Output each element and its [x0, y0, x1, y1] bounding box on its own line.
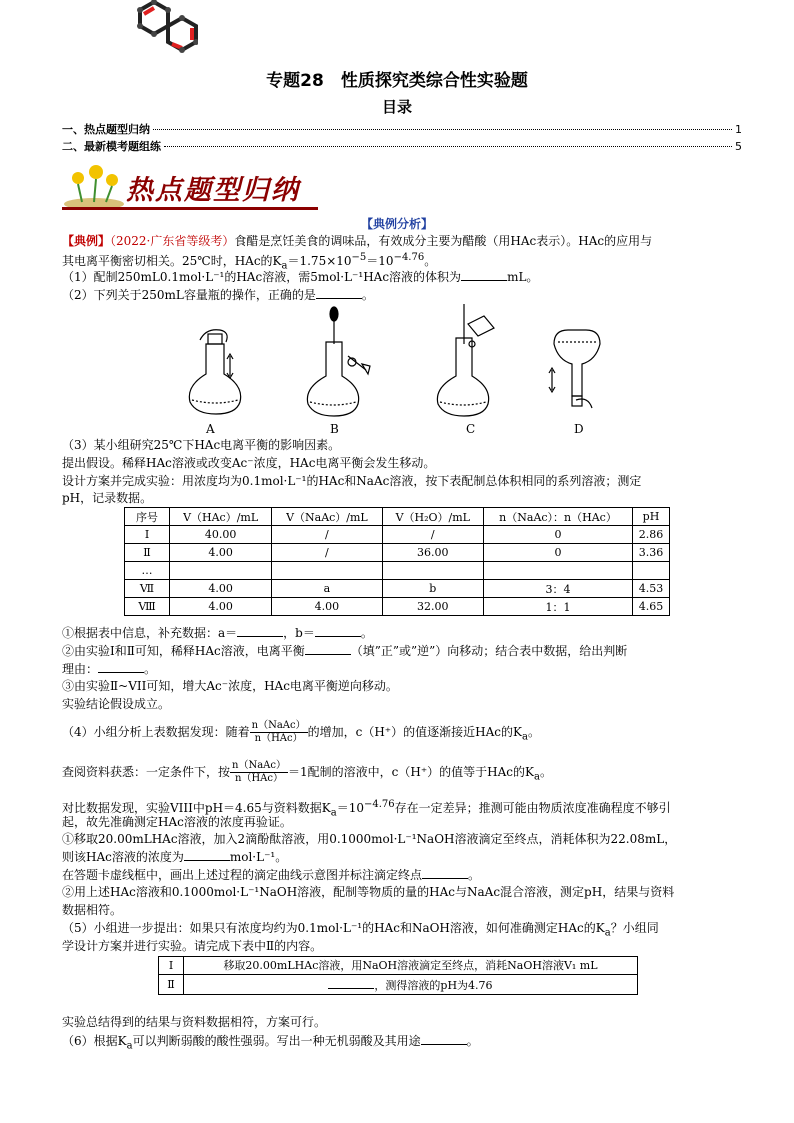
text: 理由：	[62, 662, 99, 676]
table-header: V（H₂O）/mL	[382, 508, 483, 526]
question-2	[62, 286, 374, 303]
table-header-row	[125, 508, 670, 526]
answer-blank[interactable]	[461, 268, 507, 281]
table-cell: Ⅰ	[159, 957, 184, 975]
table-cell: /	[272, 526, 382, 544]
question-4-concentration	[62, 848, 287, 865]
table-header: n（NaAc）：n（HAc）	[484, 508, 633, 526]
figure-label-a: A	[206, 422, 215, 436]
table-cell	[272, 562, 382, 580]
question-4-curve	[62, 866, 480, 883]
answer-blank[interactable]	[184, 848, 230, 861]
table-cell: 移取20.00mLHAc溶液，用NaOH溶液滴定至终点，消耗NaOH溶液V₁ mL	[184, 957, 638, 975]
table-cell: 4.00	[170, 580, 272, 598]
answer-blank[interactable]	[237, 624, 283, 637]
text: 存在一定差异；推测可能由物质浓度准确程度不够引	[394, 801, 671, 815]
table-cell: 3.36	[633, 544, 670, 562]
toc-leader	[153, 129, 732, 130]
question-1	[62, 268, 538, 285]
text: a	[533, 771, 540, 783]
table-cell: a	[272, 580, 382, 598]
text: mL。	[507, 270, 539, 284]
table-header: V（NaAc）/mL	[272, 508, 382, 526]
table-cell	[633, 562, 670, 580]
toc-label: 二、最新模考题组练	[62, 140, 161, 153]
fraction-numerator: n（NaAc）	[232, 760, 286, 771]
text: （填”正”或”逆”）向移动；结合表中数据，给出判断	[350, 644, 628, 658]
question-4-compare-2: 起，故先准确测定HAc溶液的浓度再验证。	[62, 815, 292, 829]
toc-heading: 目录	[381, 98, 412, 116]
table-row	[159, 957, 638, 975]
text: 可以判断弱酸的酸性强弱。写出一种无机弱酸及其用途	[132, 1034, 421, 1048]
sub-question-2-reason	[62, 660, 156, 677]
section-heading-analysis: 【典例分析】	[360, 217, 433, 231]
text: （6）根据K	[62, 1034, 127, 1048]
fraction-denominator: n（HAc）	[235, 773, 283, 784]
text: ＝1配制的溶液中，c（H⁺）的值等于HAc的K	[288, 765, 534, 779]
banner-underline	[62, 207, 318, 210]
question-5-instruction: 学设计方案并进行实验。请完成下表中Ⅱ的内容。	[62, 939, 323, 953]
question-4-titration: ①移取20.00mLHAc溶液，加入2滴酚酞溶液，用0.1000mol·L⁻¹NaOH溶液滴定至终点，消耗体积为22.08mL，	[62, 832, 677, 846]
text: 在答题卡虚线框中，画出上述过程的滴定曲线示意图并标注滴定终点	[62, 868, 423, 882]
answer-blank[interactable]	[316, 286, 362, 299]
summary: 实验总结得到的结果与资料数据相符，方案可行。	[62, 1015, 327, 1029]
text: 食醋是烹饪美食的调味品，有效成分主要为醋酸（用HAc表示）。HAc的应用与	[234, 234, 653, 248]
text: ？小组同	[610, 921, 659, 935]
table-cell	[382, 562, 483, 580]
question-3: （3）某小组研究25℃下HAc电离平衡的影响因素。	[62, 438, 341, 452]
table-cell	[184, 975, 638, 995]
text: a	[521, 731, 528, 743]
table-header: V（HAc）/mL	[170, 508, 272, 526]
question-3-hypothesis: 提出假设。稀释HAc溶液或改变Ac⁻浓度，HAc电离平衡会发生移动。	[62, 456, 436, 470]
sub-question-2	[62, 642, 627, 659]
text: 查阅资料获悉：一定条件下，按	[62, 765, 231, 779]
table-row	[125, 544, 670, 562]
fraction	[230, 760, 288, 785]
table-cell: Ⅱ	[159, 975, 184, 995]
question-4-mixture: ②用上述HAc溶液和0.1000mol·L⁻¹NaOH溶液，配制等物质的量的HAc与NaAc混合溶液，测定pH，结果与资料	[62, 885, 675, 899]
toc-entry-2[interactable]	[62, 138, 742, 154]
conclusion: 实验结论假设成立。	[62, 697, 171, 711]
table-cell: 0	[484, 526, 633, 544]
text: （5）小组进一步提出：如果只有浓度均约为0.1mol·L⁻¹的HAc和NaOH溶液，如何准确测定HAc的K	[62, 921, 605, 935]
question-3-design-2: pH，记录数据。	[62, 491, 153, 505]
question-6	[62, 1032, 479, 1054]
text: −5	[351, 252, 367, 263]
sub-question-1	[62, 624, 373, 641]
text: ＝1.75×10	[287, 254, 352, 268]
answer-blank[interactable]	[315, 624, 361, 637]
table-cell: /	[272, 544, 382, 562]
answer-blank[interactable]	[98, 660, 144, 673]
table-cell: …	[125, 562, 170, 580]
fraction	[250, 720, 308, 745]
figure-label-c: C	[466, 422, 476, 436]
table-cell: 4.00	[170, 544, 272, 562]
flask-figures	[180, 304, 620, 424]
table-cell: /	[382, 526, 483, 544]
text: 。	[361, 288, 374, 302]
answer-blank[interactable]	[422, 866, 468, 879]
sub-question-3: ③由实验Ⅱ~VII可知，增大Ac⁻浓度，HAc电离平衡逆向移动。	[62, 679, 398, 693]
text: 则该HAc溶液的浓度为	[62, 850, 184, 864]
table-row	[159, 975, 638, 995]
table-cell: 40.00	[170, 526, 272, 544]
table-cell: 1：1	[484, 598, 633, 616]
text: （1）配制250mL0.1mol·L⁻¹的HAc溶液，需5mol·L⁻¹HAc溶液的体积为	[62, 270, 462, 284]
text: 。	[424, 254, 437, 268]
table-cell	[170, 562, 272, 580]
table-cell: Ⅶ	[125, 580, 170, 598]
text: a	[126, 1040, 133, 1052]
text: （4）小组分析上表数据发现：随着	[62, 725, 250, 739]
text: 。	[360, 626, 373, 640]
text: 。	[466, 1034, 479, 1048]
flower-icon	[62, 164, 126, 212]
toc-page: 1	[735, 123, 742, 136]
text: ②由实验Ⅰ和Ⅱ可知，稀释HAc溶液，电离平衡	[62, 644, 305, 658]
table-cell: 36.00	[382, 544, 483, 562]
text: 。	[527, 725, 540, 739]
text: a	[281, 260, 288, 272]
answer-blank[interactable]	[421, 1032, 467, 1045]
text: ，b＝	[283, 626, 315, 640]
text: ＝10	[366, 254, 394, 268]
table-row	[125, 580, 670, 598]
example-tag: 【典例】	[62, 234, 111, 248]
fraction-denominator: n（HAc）	[254, 733, 303, 744]
text: 对比数据发现，实验VIII中pH＝4.65与资料数据K	[62, 801, 331, 815]
table-row	[125, 562, 670, 580]
paragraph-intro-1	[62, 233, 652, 249]
data-table	[124, 507, 670, 616]
table-cell: 2.86	[633, 526, 670, 544]
text: −4.76	[393, 252, 425, 263]
procedure-table	[158, 956, 638, 995]
text: 其电离平衡密切相关。25℃时，HAc的K	[62, 254, 282, 268]
table-cell: b	[382, 580, 483, 598]
table-cell: 4.00	[170, 598, 272, 616]
text: ①根据表中信息，补充数据：a＝	[62, 626, 238, 640]
table-cell: 32.00	[382, 598, 483, 616]
question-3-design: 设计方案并完成实验：用浓度均为0.1mol·L⁻¹的HAc和NaAc溶液，按下表配制总体积相同的系列溶液；测定	[62, 474, 642, 488]
table-cell: 3：4	[484, 580, 633, 598]
text: （2）下列关于250mL容量瓶的操作，正确的是	[62, 288, 316, 302]
banner-title: 热点题型归纳	[126, 175, 300, 206]
text: ，测得溶液的pH为4.76	[374, 979, 493, 992]
page-title: 专题28 性质探究类综合性实验题	[266, 71, 528, 91]
table-cell: 4.53	[633, 580, 670, 598]
molecule-logo	[118, 0, 198, 60]
table-row	[125, 598, 670, 616]
table-cell: 4.65	[633, 598, 670, 616]
text: −4.76	[363, 799, 395, 810]
example-source: （2022·广东省等级考）	[110, 234, 235, 248]
question-4-reference	[62, 758, 552, 791]
text: mol·L⁻¹。	[229, 850, 288, 864]
toc-leader	[164, 146, 732, 147]
answer-blank[interactable]	[328, 976, 374, 989]
text: 。	[468, 868, 481, 882]
figure-label-b: B	[330, 422, 339, 436]
table-row	[125, 526, 670, 544]
toc-label: 一、热点题型归纳	[62, 123, 150, 136]
table-header: pH	[633, 508, 670, 526]
text: a	[330, 807, 337, 819]
figure-label-d: D	[574, 422, 584, 436]
table-cell: 4.00	[272, 598, 382, 616]
table-cell	[484, 562, 633, 580]
text: 的增加，c（H⁺）的值逐渐接近HAc的K	[307, 725, 522, 739]
table-cell: Ⅱ	[125, 544, 170, 562]
text: 。	[144, 662, 157, 676]
table-cell: 0	[484, 544, 633, 562]
answer-blank[interactable]	[305, 642, 351, 655]
table-cell: Ⅷ	[125, 598, 170, 616]
section-banner	[62, 164, 318, 212]
question-4-mixture-2: 数据相符。	[62, 903, 123, 917]
fraction-numerator: n（NaAc）	[251, 720, 306, 731]
question-4	[62, 718, 540, 751]
table-header: 序号	[125, 508, 170, 526]
text: ＝10	[336, 801, 364, 815]
toc-page: 5	[735, 140, 742, 153]
text: a	[604, 927, 611, 939]
text: 。	[539, 765, 552, 779]
table-cell: Ⅰ	[125, 526, 170, 544]
toc-entry-1[interactable]	[62, 121, 742, 137]
